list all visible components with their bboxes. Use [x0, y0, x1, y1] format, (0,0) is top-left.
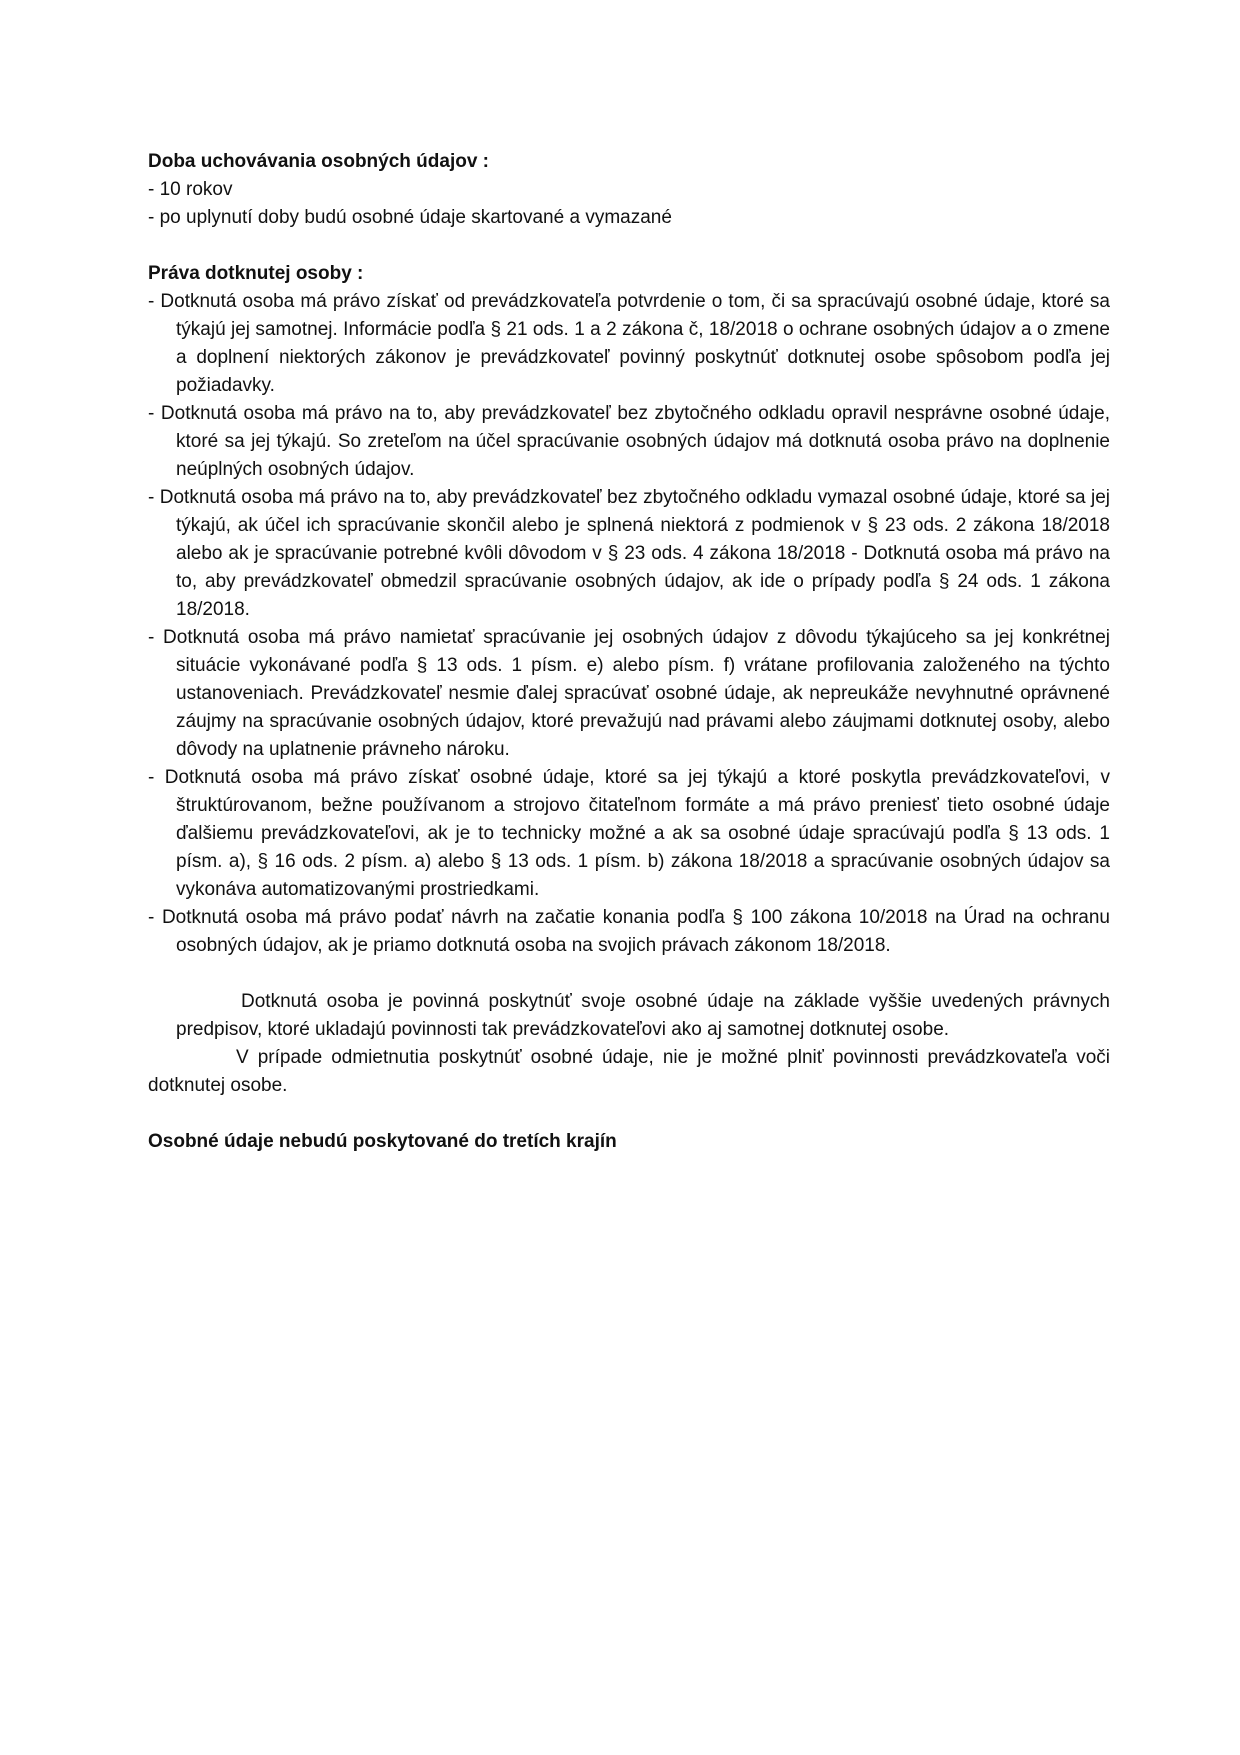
rights-item: - Dotknutá osoba má právo na to, aby prevádzkovateľ bez zbytočného odkladu opravil nesprávne osobné údaje, ktoré sa jej týkajú. So zreteľom na účel spracúvanie osobných údajov má dotknutá osoba právo na doplnenie neúplných osobných údajov.	[148, 403, 1110, 480]
spacer	[148, 960, 1110, 988]
refusal-paragraph: V prípade odmietnutia poskytnúť osobné údaje, nie je možné plniť povinnosti prevádzkovateľa voči dotknutej osobe.	[148, 1047, 1110, 1096]
obligation-paragraph: Dotknutá osoba je povinná poskytnúť svoje osobné údaje na základe vyššie uvedených právnych predpisov, ktoré ukladajú povinnosti tak prevádzkovateľovi ako aj samotnej dotknutej osobe.	[176, 991, 1110, 1040]
rights-item: - Dotknutá osoba má právo namietať spracúvanie jej osobných údajov z dôvodu týkajúceho sa jej konkrétnej situácie vykonávané podľa § 13 ods. 1 písm. e) alebo písm. f) vrátane profilovania založeného na týchto ustanoveniach. Prevádzkovateľ nesmie ďalej spracúvať osobné údaje, ak nepreukáže nevyhnutné oprávnené záujmy na spracúvanie osobných údajov, ktoré prevažujú nad právami alebo záujmami dotknutej osoby, alebo dôvody na uplatnenie právneho nároku.	[148, 627, 1110, 760]
rights-item: - Dotknutá osoba má právo získať osobné údaje, ktoré sa jej týkajú a ktoré poskytla prevádzkovateľovi, v štruktúrovanom, bežne používanom a strojovo čitateľnom formáte a má právo preniesť tieto osobné údaje ďalšiemu prevádzkovateľovi, ak je to technicky možné a ak sa osobné údaje spracúvajú podľa § 13 ods. 1 písm. a), § 16 ods. 2 písm. a) alebo § 13 ods. 1 písm. b) zákona 18/2018 a spracúvanie osobných údajov sa vykonáva automatizovanými prostriedkami.	[148, 767, 1110, 900]
rights-item: - Dotknutá osoba má právo podať návrh na začatie konania podľa § 100 zákona 10/2018 na Úrad na ochranu osobných údajov, ak je priamo dotknutá osoba na svojich právach zákonom 18/2018.	[148, 907, 1110, 956]
retention-item: - 10 rokov	[148, 179, 233, 200]
retention-heading: Doba uchovávania osobných údajov :	[148, 151, 490, 172]
retention-item: - po uplynutí doby budú osobné údaje skartované a vymazané	[148, 207, 672, 228]
third-countries-heading: Osobné údaje nebudú poskytované do tretích krajín	[148, 1131, 617, 1152]
spacer	[148, 232, 1110, 260]
rights-list	[148, 288, 1110, 960]
spacer	[148, 1100, 1110, 1128]
rights-item: - Dotknutá osoba má právo na to, aby prevádzkovateľ bez zbytočného odkladu vymazal osobné údaje, ktoré sa jej týkajú, ak účel ich spracúvanie skončil alebo je splnená niektorá z podmienok v § 23 ods. 2 zákona 18/2018 alebo ak je spracúvanie potrebné kvôli dôvodom v § 23 ods. 4 zákona 18/2018 - Dotknutá osoba má právo na to, aby prevádzkovateľ obmedzil spracúvanie osobných údajov, ak ide o prípady podľa § 24 ods. 1 zákona 18/2018.	[148, 487, 1110, 620]
document-page	[148, 148, 1110, 1156]
rights-heading: Práva dotknutej osoby :	[148, 263, 364, 284]
rights-item: - Dotknutá osoba má právo získať od prevádzkovateľa potvrdenie o tom, či sa spracúvajú osobné údaje, ktoré sa týkajú jej samotnej. Informácie podľa § 21 ods. 1 a 2 zákona č, 18/2018 o ochrane osobných údajov a o zmene a doplnení niektorých zákonov je prevádzkovateľ povinný poskytnúť dotknutej osobe spôsobom podľa jej požiadavky.	[148, 291, 1110, 396]
